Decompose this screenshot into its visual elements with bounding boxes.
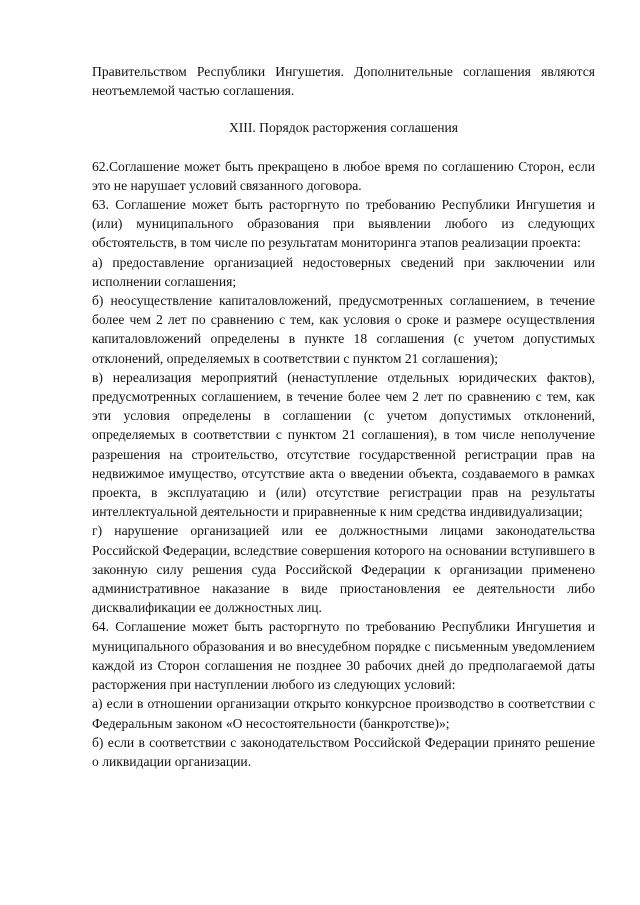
clause-63: 63. Соглашение может быть расторгнуто по требованию Республики Ингушетия и (или) муниципального образования при выявлении любого из следующих обстоятельств, в том числе по результатам мониторинга этапов реализации проекта: — [92, 197, 595, 251]
document-page — [92, 62, 595, 771]
section-heading: XIII. Порядок расторжения соглашения — [228, 120, 459, 136]
clause-63-a: а) предоставление организацией недостоверных сведений при заключении или исполнении соглашения; — [92, 254, 595, 289]
clause-63-v: в) нереализация мероприятий (ненаступление отдельных юридических фактов), предусмотренных соглашением, в течение более чем 2 лет по сравнению с тем, как эти условия определены в соглашении (с учетом допустимых отклонений, определяемых в соответствии с пунктом 21 соглашения), в том числе неполучение разрешения на строительство, отсутствие государственной регистрации прав на недвижимое имущество, отсутствие акта о введении объекта, создаваемого в рамках проекта, в эксплуатацию и (или) отсутствие регистрации прав на результаты интеллектуальной деятельности и приравненные к ним средства индивидуализации; — [92, 369, 595, 520]
clause-62: 62.Соглашение может быть прекращено в любое время по соглашению Сторон, если это не нарушает условий связанного договора. — [92, 158, 595, 193]
clause-63-b: б) неосуществление капиталовложений, предусмотренных соглашением, в течение более чем 2 лет по сравнению с тем, как условия о сроке и размере осуществления капиталовложений определены в пункте 18 соглашения (с учетом допустимых отклонений, определяемых в соответствии с пунктом 21 соглашения); — [92, 293, 595, 366]
clause-64-a: а) если в отношении организации открыто конкурсное производство в соответствии с Федеральным законом «О несостоятельности (банкротстве)»; — [92, 696, 595, 731]
clause-64-b: б) если в соответствии с законодательством Российской Федерации принято решение о ликвидации организации. — [92, 734, 595, 769]
clause-64: 64. Соглашение может быть расторгнуто по требованию Республики Ингушетия и муниципального образования и во внесудебном порядке с письменным уведомлением каждой из Сторон соглашения не позднее 30 рабочих дней до предполагаемой даты расторжения при наступлении любого из следующих условий: — [92, 619, 595, 693]
intro-paragraph: Правительством Республики Ингушетия. Дополнительные соглашения являются неотъемлемой частью соглашения. — [92, 64, 595, 99]
clause-63-g: г) нарушение организацией или ее должностными лицами законодательства Российской Федерации, вследствие совершения которого на основании вступившего в законную силу решения суда Российской Федерации к организации применено административное наказание в виде приостановления ее деятельности либо дисквалификации ее должностных лиц. — [92, 523, 595, 616]
